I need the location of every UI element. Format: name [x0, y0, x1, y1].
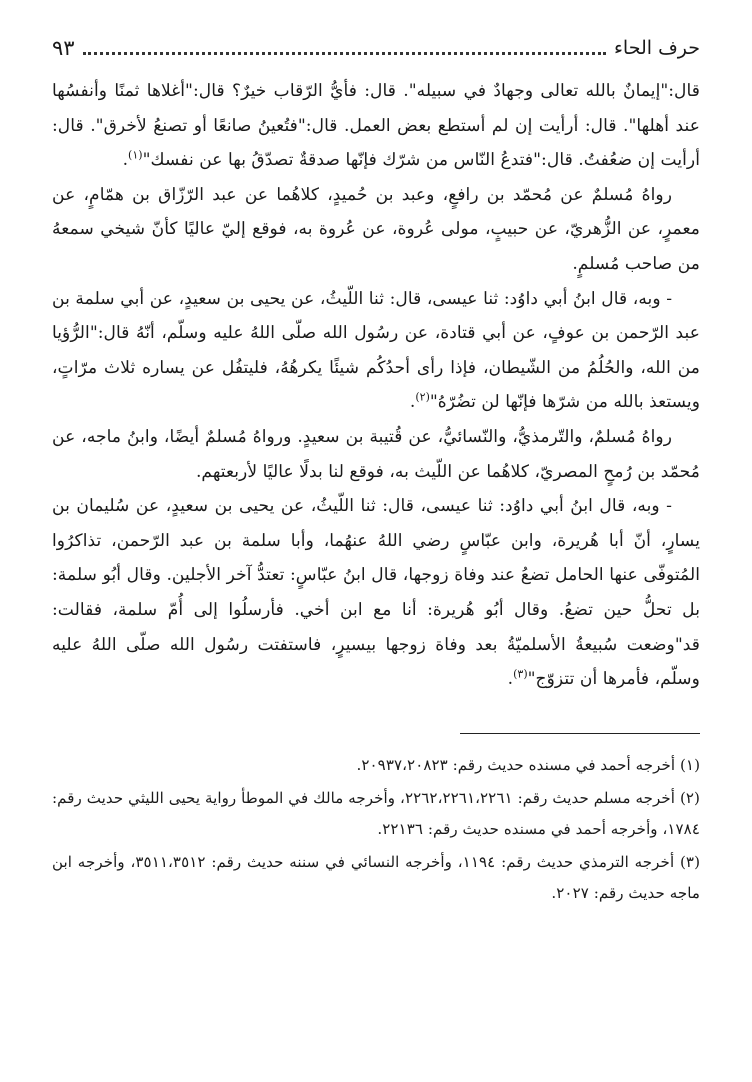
- running-head: [52, 28, 700, 68]
- paragraph-3: - وبه، قال ابنُ أبي داوُد: ثنا عيسى، قال: ثنا اللّيثُ، عن يحيى بن سعيدٍ، عن أبي سلمة بن عبد الرّحمن بن عوفٍ، عن أبي قتادة، عن رسُول الله صلّى اللهُ عليه وسلّم، أنّهُ قال:"الرُّؤيا من الله، والحُلُمُ من الشّيطان، فإذا رأى أحدُكُم شيئًا يكرهُهُ، فليتفُل عن يساره ثلاث مرّاتٍ، ويستعذ بالله من شرّها فإنّها لن تضُرّهُ"$^{(٢)}$.: [52, 288, 700, 413]
- paragraph-1: قال:"إيمانٌ بالله تعالى وجهادٌ في سبيله". قال: فأيُّ الرّقاب خيرٌ؟ قال:"أغلاها ثمنًا وأنفسُها عند أهلها". قال: أرأيت إن لم أستطع بعض العمل. قال:"فتُعينُ صانعًا أو تصنعُ لأخرق". قال: أرأيت إن ضعُفتُ. قال:"فتدعُ النّاس من شرّك فإنّها صدقةٌ تصدّقُ بها عن نفسك"$^{(١)}$.: [52, 81, 700, 171]
- page-number: ٩٣: [52, 36, 75, 60]
- paragraph-4: رواهُ مُسلمٌ، والتّرمذيُّ، والنّسائيُّ، عن قُتيبة بن سعيدٍ. ورواهُ مُسلمٌ أيضًا، وابنُ ماجه، عن مُحمّد بن رُمحٍ المصريّ، كلاهُما عن اللّيث به، فوقع لنا بدلًا عاليًا لأربعتهم.: [52, 426, 700, 482]
- footnotes: [52, 750, 700, 909]
- paragraph-3-text: - وبه، قال ابنُ أبي داوُد: ثنا عيسى، قال: ثنا اللّيثُ، عن يحيى بن سعيدٍ، عن أبي سلمة بن عبد الرّحمن بن عوفٍ، عن أبي قتادة، عن رسُول الله صلّى اللهُ عليه وسلّم، أنّهُ قال:"الرُّؤيا من الله، والحُلُمُ من الشّيطان، فإذا رأى أحدُكُم شيئًا يكرهُهُ، فليتفُل عن يساره ثلاث مرّاتٍ، ويستعذ بالله من شرّها فإنّها لن تضُرّهُ": [52, 288, 700, 413]
- paragraph-5-text: - وبه، قال ابنُ أبي داوُد: ثنا عيسى، قال: ثنا اللّيثُ، عن يحيى بن سعيدٍ، عن سُليمان بن يسارٍ، أنّ أبا هُريرة، وابن عبّاسٍ رضي اللهُ عنهُما، وأبا سلمة بن عبد الرّحمن، تذاكرُوا المُتوفّى عنها الحامل تضعُ عند وفاة زوجها، قال ابنُ عبّاسٍ: تعتدُّ آخر الأجلين. وقال أبُو سلمة: بل تحلُّ حين تضعُ. وقال أبُو هُريرة: أنا مع ابن أخي. فأرسلُوا إلى أُمّ سلمة، فقالت: قد"وضعت سُبيعةُ الأسلميّةُ بعد وفاة زوجها بيسيرٍ، فاستفتت رسُول الله صلّى اللهُ عليه وسلّم، فأمرها أن تتزوّج": [52, 496, 700, 690]
- footnote-marker-3: (٣): [513, 667, 528, 681]
- footnote-1: (١) أخرجه أحمد في مسنده حديث رقم: ٢٠٩٣٧،٢٠٨٢٣.: [356, 755, 700, 774]
- book-page: [52, 28, 700, 1068]
- footnote-separator: [460, 733, 700, 734]
- paragraph-2: رواهُ مُسلمٌ عن مُحمّد بن رافعٍ، وعبد بن حُميدٍ، كلاهُما عن عبد الرّزّاق بن همّامٍ، عن معمرٍ، عن الزُّهريّ، عن حبيبٍ، مولى عُروة، عن عُروة به، فوقع إليّ عاليًا كأنّ شيخي سمعهُ من صاحب مُسلمٍ.: [52, 184, 700, 274]
- leader-dots: [83, 52, 606, 55]
- chapter-title: حرف الحاء: [613, 37, 700, 59]
- paragraph-1-line-3: قال: أرأيت إن ضعُفتُ. قال:"فتدعُ النّاس من شرّك فإنّها صدقةٌ تصدّقُ بها عن نفسك": [52, 115, 700, 171]
- footnote-2: (٢) أخرجه مسلم حديث رقم: ٢٢٦٢،٢٢٦١،٢٢٦١، وأخرجه مالك في الموطأ رواية يحيى الليثي حديث رقم: ١٧٨٤، وأخرجه أحمد في مسنده حديث رقم: ٢٢١٣٦.: [52, 788, 700, 838]
- paragraph-1-line-2: عند أهلها". قال: أرأيت إن لم أستطع بعض العمل. قال:"فتُعينُ صانعًا أو تصنعُ لأخرق".: [90, 115, 700, 136]
- paragraph-1-line-1: قال:"إيمانٌ بالله تعالى وجهادٌ في سبيله". قال: فأيُّ الرّقاب خيرٌ؟ قال:"أغلاها ثمنًا وأنفسُها: [52, 81, 700, 101]
- footnote-3: (٣) أخرجه الترمذي حديث رقم: ١١٩٤، وأخرجه النسائي في سننه حديث رقم: ٣٥١١،٣٥١٢، وأخرجه ابن ماجه حديث رقم: ٢٠٢٧.: [52, 852, 700, 902]
- footnote-marker-1: (١): [128, 148, 143, 162]
- paragraph-5: - وبه، قال ابنُ أبي داوُد: ثنا عيسى، قال: ثنا اللّيثُ، عن يحيى بن سعيدٍ، عن سُليمان بن يسارٍ، أنّ أبا هُريرة، وابن عبّاسٍ رضي اللهُ عنهُما، وأبا سلمة بن عبد الرّحمن، تذاكرُوا المُتوفّى عنها الحامل تضعُ عند وفاة زوجها، قال ابنُ عبّاسٍ: تعتدُّ آخر الأجلين. وقال أبُو سلمة: بل تحلُّ حين تضعُ. وقال أبُو هُريرة: أنا مع ابن أخي. فأرسلُوا إلى أُمّ سلمة، فقالت: قد"وضعت سُبيعةُ الأسلميّةُ بعد وفاة زوجها بيسيرٍ، فاستفتت رسُول الله صلّى اللهُ عليه وسلّم، فأمرها أن تتزوّج"$^{(٣)}$.: [52, 496, 700, 690]
- footnote-marker-2: (٢): [415, 390, 430, 404]
- main-text: [52, 74, 700, 697]
